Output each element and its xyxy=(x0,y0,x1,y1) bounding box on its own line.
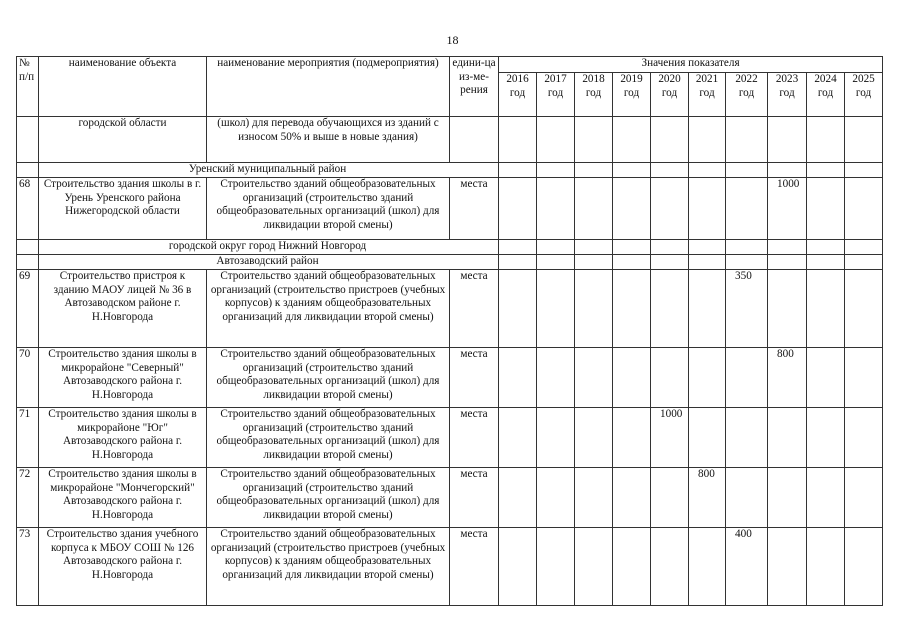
section-num xyxy=(17,163,39,178)
row-unit: места xyxy=(450,408,499,468)
section-value xyxy=(613,163,651,178)
row-value xyxy=(537,408,575,468)
row-num: 71 xyxy=(17,408,39,468)
row-value xyxy=(537,528,575,606)
section-value xyxy=(768,163,807,178)
row-measure: Строительство зданий общеобразовательных организаций (строительство зданий общеобразовательных организаций (школ) для ликвидации второй смены) xyxy=(207,348,450,408)
row-measure: Строительство зданий общеобразовательных организаций (строительство пристроев (учебных корпусов) к зданиям общеобразовательных организаций для ликвидации второй смены) xyxy=(207,528,450,606)
row-value xyxy=(845,178,883,240)
section-title: городской округ город Нижний Новгород xyxy=(39,240,499,255)
section-value xyxy=(499,163,537,178)
section-value xyxy=(807,255,845,270)
row-object: Строительство здания учебного корпуса к МБОУ СОШ № 126 Автозаводского района г. Н.Новгорода xyxy=(39,528,207,606)
row-value xyxy=(845,408,883,468)
header-year: 2022 год xyxy=(726,73,768,117)
row-unit: места xyxy=(450,348,499,408)
row-value xyxy=(689,528,726,606)
section-row xyxy=(17,240,883,255)
row-value xyxy=(575,270,613,348)
row-value xyxy=(768,528,807,606)
row-unit: места xyxy=(450,178,499,240)
header-values-title: Значения показателя xyxy=(499,57,883,73)
section-value xyxy=(575,240,613,255)
table-row xyxy=(17,270,883,348)
section-value xyxy=(807,240,845,255)
row-value xyxy=(651,270,689,348)
row-object: Строительство здания школы в микрорайоне "Северный" Автозаводского района г. Н.Новгорода xyxy=(39,348,207,408)
continuation-value xyxy=(768,117,807,163)
row-value xyxy=(499,270,537,348)
row-num: 68 xyxy=(17,178,39,240)
row-value xyxy=(768,408,807,468)
section-value xyxy=(499,240,537,255)
header-num: № п/п xyxy=(17,57,39,117)
section-title: Уренский муниципальный район xyxy=(39,163,499,178)
section-value xyxy=(807,163,845,178)
row-value xyxy=(499,178,537,240)
indicators-table xyxy=(16,56,883,606)
row-object: Строительство здания школы в микрорайоне "Мончегорский" Автозаводского района г. Н.Новгорода xyxy=(39,468,207,528)
row-value xyxy=(613,178,651,240)
row-value xyxy=(613,270,651,348)
continuation-value xyxy=(537,117,575,163)
table-row xyxy=(17,468,883,528)
continuation-value xyxy=(845,117,883,163)
row-value: 400 xyxy=(726,528,768,606)
row-num: 72 xyxy=(17,468,39,528)
row-value xyxy=(651,468,689,528)
section-value xyxy=(845,163,883,178)
table-row xyxy=(17,528,883,606)
header-year: 2023 год xyxy=(768,73,807,117)
header-year: 2017 год xyxy=(537,73,575,117)
header-year: 2025 год xyxy=(845,73,883,117)
section-value xyxy=(537,240,575,255)
continuation-row xyxy=(17,117,883,163)
row-value xyxy=(575,408,613,468)
row-value xyxy=(768,468,807,528)
row-value xyxy=(845,468,883,528)
header-year: 2016 год xyxy=(499,73,537,117)
row-value xyxy=(537,178,575,240)
section-value xyxy=(689,240,726,255)
section-value xyxy=(651,163,689,178)
row-value: 800 xyxy=(768,348,807,408)
section-num xyxy=(17,255,39,270)
header-year: 2019 год xyxy=(613,73,651,117)
table-row xyxy=(17,178,883,240)
row-num: 69 xyxy=(17,270,39,348)
row-unit: места xyxy=(450,468,499,528)
row-value: 350 xyxy=(726,270,768,348)
row-value xyxy=(807,468,845,528)
row-value xyxy=(499,468,537,528)
row-value xyxy=(768,270,807,348)
header-year: 2021 год xyxy=(689,73,726,117)
row-measure: Строительство зданий общеобразовательных организаций (строительство зданий общеобразовательных организаций (школ) для ликвидации второй смены) xyxy=(207,408,450,468)
row-value xyxy=(651,348,689,408)
row-value xyxy=(726,178,768,240)
table-row xyxy=(17,348,883,408)
section-value xyxy=(613,240,651,255)
row-value xyxy=(689,270,726,348)
header-object: наименование объекта xyxy=(39,57,207,117)
continuation-value xyxy=(651,117,689,163)
row-value xyxy=(807,270,845,348)
section-value xyxy=(537,255,575,270)
continuation-value xyxy=(575,117,613,163)
header-year: 2024 год xyxy=(807,73,845,117)
section-value xyxy=(845,240,883,255)
row-value xyxy=(807,408,845,468)
header-unit: едини-ца из-ме-рения xyxy=(450,57,499,117)
row-value xyxy=(845,348,883,408)
row-measure: Строительство зданий общеобразовательных организаций (строительство зданий общеобразовательных организаций (школ) для ликвидации второй смены) xyxy=(207,178,450,240)
row-value xyxy=(613,348,651,408)
row-object: Строительство здания школы в микрорайоне "Юг" Автозаводского района г. Н.Новгорода xyxy=(39,408,207,468)
continuation-num xyxy=(17,117,39,163)
section-value xyxy=(575,255,613,270)
row-value xyxy=(807,178,845,240)
row-object: Строительство здания школы в г. Урень Уренского района Нижегородской области xyxy=(39,178,207,240)
section-value xyxy=(726,240,768,255)
section-value xyxy=(537,163,575,178)
row-measure: Строительство зданий общеобразовательных организаций (строительство пристроев (учебных корпусов) к зданиям общеобразовательных организаций для ликвидации второй смены) xyxy=(207,270,450,348)
section-row xyxy=(17,163,883,178)
section-value xyxy=(768,255,807,270)
row-value xyxy=(575,468,613,528)
section-value xyxy=(689,163,726,178)
row-value xyxy=(726,468,768,528)
row-measure: Строительство зданий общеобразовательных организаций (строительство зданий общеобразовательных организаций (школ) для ликвидации второй смены) xyxy=(207,468,450,528)
header-year: 2018 год xyxy=(575,73,613,117)
section-value xyxy=(575,163,613,178)
row-value xyxy=(537,270,575,348)
continuation-unit xyxy=(450,117,499,163)
row-value: 1000 xyxy=(651,408,689,468)
section-value xyxy=(845,255,883,270)
section-value xyxy=(613,255,651,270)
row-value xyxy=(689,348,726,408)
section-value xyxy=(499,255,537,270)
row-unit: места xyxy=(450,270,499,348)
continuation-value xyxy=(689,117,726,163)
row-value xyxy=(575,348,613,408)
row-value: 800 xyxy=(689,468,726,528)
header-year: 2020 год xyxy=(651,73,689,117)
row-value xyxy=(845,270,883,348)
row-value xyxy=(613,468,651,528)
row-value xyxy=(575,178,613,240)
row-value xyxy=(575,528,613,606)
section-num xyxy=(17,240,39,255)
row-value: 1000 xyxy=(768,178,807,240)
continuation-value xyxy=(807,117,845,163)
row-value xyxy=(807,528,845,606)
page-number: 18 xyxy=(446,33,459,47)
row-value xyxy=(651,528,689,606)
row-value xyxy=(807,348,845,408)
section-value xyxy=(689,255,726,270)
continuation-object: городской области xyxy=(39,117,207,163)
section-value xyxy=(726,163,768,178)
row-value xyxy=(726,408,768,468)
row-value xyxy=(689,178,726,240)
header-measure: наименование мероприятия (подмероприятия) xyxy=(207,57,450,117)
row-value xyxy=(689,408,726,468)
section-value xyxy=(726,255,768,270)
row-object: Строительство пристроя к зданию МАОУ лицей № 36 в Автозаводском районе г. Н.Новгорода xyxy=(39,270,207,348)
row-value xyxy=(537,348,575,408)
row-num: 70 xyxy=(17,348,39,408)
row-value xyxy=(726,348,768,408)
row-value xyxy=(613,408,651,468)
row-value xyxy=(537,468,575,528)
continuation-value xyxy=(613,117,651,163)
row-unit: места xyxy=(450,528,499,606)
row-value xyxy=(499,348,537,408)
section-row xyxy=(17,255,883,270)
row-value xyxy=(499,408,537,468)
section-value xyxy=(768,240,807,255)
continuation-value xyxy=(499,117,537,163)
table-row xyxy=(17,408,883,468)
continuation-value xyxy=(726,117,768,163)
continuation-measure: (школ) для перевода обучающихся из зданий с износом 50% и выше в новые здания) xyxy=(207,117,450,163)
section-title: Автозаводский район xyxy=(39,255,499,270)
section-value xyxy=(651,240,689,255)
row-value xyxy=(651,178,689,240)
row-value xyxy=(613,528,651,606)
row-num: 73 xyxy=(17,528,39,606)
row-value xyxy=(845,528,883,606)
row-value xyxy=(499,528,537,606)
section-value xyxy=(651,255,689,270)
